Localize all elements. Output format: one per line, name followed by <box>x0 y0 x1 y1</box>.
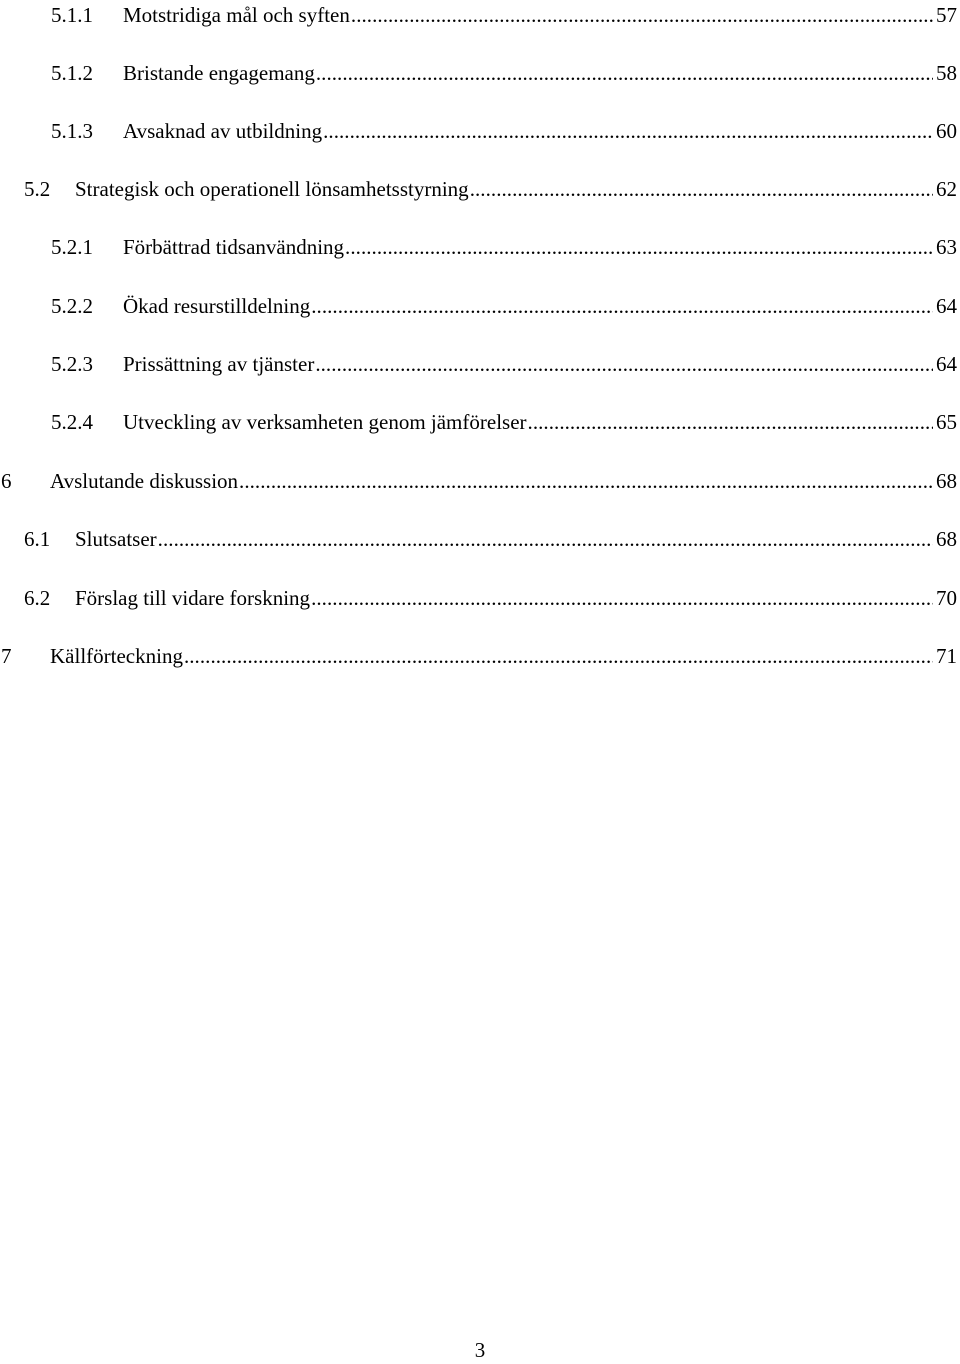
toc-entry-title: Strategisk och operationell lönsamhetsstyrning <box>75 177 469 201</box>
toc-entry-5-2-4[interactable] <box>0 407 957 437</box>
toc-entry-5-1-1[interactable] <box>0 0 957 30</box>
toc-dot-leader <box>528 407 933 437</box>
toc-entry-5-2-3[interactable] <box>0 349 957 379</box>
toc-entry-title: Förslag till vidare forskning <box>75 586 311 610</box>
toc-entry-page: 64 <box>936 352 957 376</box>
toc-dot-leader <box>311 583 933 613</box>
toc-entry-5-1-3[interactable] <box>0 116 957 146</box>
toc-entry-number: 5.2.4 <box>51 410 93 434</box>
toc-entry-page: 63 <box>936 235 957 259</box>
toc-entry-6[interactable] <box>0 466 957 496</box>
toc-entry-title: Motstridiga mål och syften <box>123 3 350 27</box>
toc-entry-5-2[interactable] <box>0 174 957 204</box>
toc-entry-page: 65 <box>936 410 957 434</box>
toc-entry-number: 5.2.3 <box>51 352 93 376</box>
toc-entry-title: Förbättrad tidsanvändning <box>123 235 345 259</box>
page-number: 3 <box>474 1338 486 1362</box>
toc-entry-title: Avslutande diskussion <box>50 469 239 493</box>
toc-entry-page: 68 <box>936 469 957 493</box>
toc-entry-number: 5.2 <box>24 177 51 201</box>
toc-entry-page: 58 <box>936 61 957 85</box>
toc-entry-page: 68 <box>936 527 957 551</box>
toc-entry-title: Prissättning av tjänster <box>123 352 315 376</box>
toc-entry-page: 64 <box>936 294 957 318</box>
toc-entry-title: Utveckling av verksamheten genom jämförelser <box>123 410 527 434</box>
toc-entry-page: 62 <box>936 177 957 201</box>
toc-entry-title: Slutsatser <box>75 527 157 551</box>
toc-entry-5-2-1[interactable] <box>0 232 957 262</box>
toc-entry-number: 6 <box>1 469 12 493</box>
toc-entry-6-1[interactable] <box>0 524 957 554</box>
toc-dot-leader <box>345 232 933 262</box>
toc-dot-leader <box>158 524 933 554</box>
toc-dot-leader <box>470 174 933 204</box>
toc-entry-title: Avsaknad av utbildning <box>123 119 323 143</box>
toc-entry-number: 5.1.2 <box>51 61 93 85</box>
toc-dot-leader <box>316 58 933 88</box>
toc-entry-page: 60 <box>936 119 957 143</box>
toc-dot-leader <box>239 466 933 496</box>
toc-entry-title: Ökad resurstilldelning <box>123 294 311 318</box>
toc-entry-title: Källförteckning <box>50 644 183 668</box>
toc-dot-leader <box>315 349 933 379</box>
toc-entry-5-2-2[interactable] <box>0 291 957 321</box>
toc-entry-number: 6.2 <box>24 586 51 610</box>
toc-entry-5-1-2[interactable] <box>0 58 957 88</box>
toc-entry-7[interactable] <box>0 641 957 671</box>
toc-entry-number: 5.2.2 <box>51 294 93 318</box>
toc-entry-page: 70 <box>936 586 957 610</box>
toc-entry-page: 71 <box>936 644 957 668</box>
toc-dot-leader <box>323 116 933 146</box>
toc-entry-6-2[interactable] <box>0 583 957 613</box>
toc-entry-title: Bristande engagemang <box>123 61 315 85</box>
toc-entry-number: 5.2.1 <box>51 235 93 259</box>
toc-entry-number: 6.1 <box>24 527 51 551</box>
toc-dot-leader <box>351 0 933 30</box>
toc-dot-leader <box>311 291 933 321</box>
toc-entry-number: 7 <box>1 644 12 668</box>
toc-entry-page: 57 <box>936 3 957 27</box>
toc-entry-number: 5.1.1 <box>51 3 93 27</box>
toc-dot-leader <box>184 641 933 671</box>
toc-entry-number: 5.1.3 <box>51 119 93 143</box>
